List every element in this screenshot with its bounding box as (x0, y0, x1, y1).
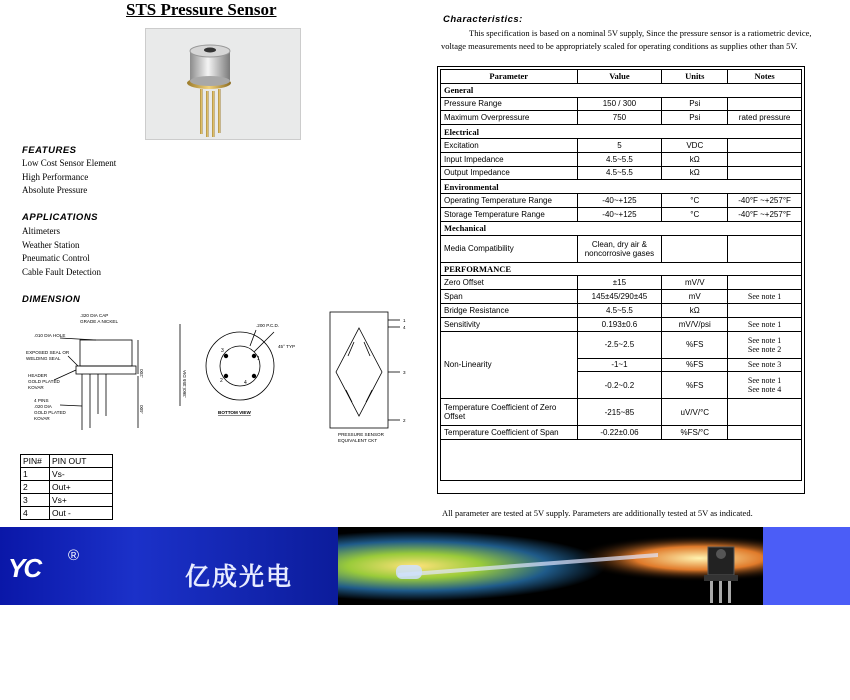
feature-item: Low Cost Sensor Element (22, 158, 117, 168)
bottom-view-caption: BOTTOM VIEW (218, 410, 251, 415)
spec-row (441, 276, 802, 290)
param-name: Operating Temperature Range (441, 194, 578, 208)
pin-number: 2 (220, 378, 223, 384)
param-value: 0.193±0.6 (577, 317, 662, 331)
param-unit: uV/V/°C (662, 399, 728, 426)
param-name: Excitation (441, 138, 578, 152)
spec-row (441, 152, 802, 166)
spec-row (441, 207, 802, 221)
param-note (728, 276, 802, 290)
application-item: Pneumatic Control (22, 253, 90, 263)
feature-item: Absolute Pressure (22, 185, 88, 195)
company-name: 亿成光电 (185, 563, 294, 591)
param-value: -0.22±0.06 (577, 426, 662, 440)
column-header: Parameter (441, 70, 578, 84)
param-unit (662, 235, 728, 262)
param-name: Media Compatibility (441, 235, 578, 262)
dim-label: .010 DIA HOLE (34, 333, 66, 338)
pin-function: Vs+ (50, 494, 113, 507)
banner-logo-panel (0, 527, 338, 605)
dim-label: 4 PINS (34, 398, 49, 403)
param-name: Span (441, 290, 578, 304)
spec-table (440, 69, 802, 481)
param-unit: Psi (662, 111, 728, 125)
spec-row (441, 290, 802, 304)
pinout-table (20, 454, 113, 520)
value-line: Clean, dry air & (591, 239, 647, 249)
note-line: See note 4 (747, 385, 782, 395)
param-note (728, 399, 802, 426)
param-value: 5 (577, 138, 662, 152)
pin-function: Out+ (50, 481, 113, 494)
param-value: 145±45/290±45 (577, 290, 662, 304)
registered-mark: ® (68, 547, 80, 564)
feature-item: High Performance (22, 171, 89, 182)
features-list (22, 157, 116, 198)
spec-row (441, 399, 802, 426)
param-note (728, 138, 802, 152)
pinout-header-row (21, 455, 113, 468)
company-logo: YC (8, 553, 41, 583)
group-row (441, 180, 802, 194)
spec-row (441, 426, 802, 440)
param-unit: °C (662, 194, 728, 208)
pin-number: 3 (21, 494, 50, 507)
param-note: See note 1 (728, 290, 802, 304)
param-unit: kΩ (662, 152, 728, 166)
param-value: -1~1 (577, 358, 662, 372)
dim-label: GOLD PLATED (28, 379, 60, 384)
spec-row (441, 303, 802, 317)
param-note (728, 303, 802, 317)
pin-number: 1 (21, 468, 50, 481)
param-note (728, 331, 802, 358)
spec-header-row (441, 70, 802, 84)
column-header: Notes (728, 70, 802, 84)
param-unit: mV/V/psi (662, 317, 728, 331)
dim-label: .400 (139, 405, 144, 414)
pinout-header: PIN OUT (50, 455, 113, 468)
group-label: PERFORMANCE (441, 262, 802, 276)
param-value: -0.2~0.2 (577, 372, 662, 399)
column-header: Units (662, 70, 728, 84)
dim-label: .020 DIA (34, 404, 52, 409)
dim-label: HEADER (28, 373, 48, 378)
param-note: See note 3 (728, 358, 802, 372)
pin-number: 1 (257, 356, 260, 362)
param-unit: Psi (662, 97, 728, 111)
param-note: -40°F ~+257°F (728, 194, 802, 208)
dimension-heading: DIMENSION (22, 294, 81, 305)
page-title: STS Pressure Sensor (126, 0, 277, 19)
param-value: 750 (577, 111, 662, 125)
dim-label: .200 P.C.D. (256, 323, 280, 328)
group-label: Environmental (441, 180, 802, 194)
param-unit: %FS (662, 331, 728, 358)
circuit-pin: 4 (403, 325, 406, 330)
spec-row (441, 138, 802, 152)
note-line: See note 2 (747, 344, 782, 354)
pinout-row (21, 468, 113, 481)
circuit-caption: EQUIVALENT CKT (338, 438, 378, 443)
dim-label: GOLD PLATED (34, 410, 66, 415)
param-name: Output Impedance (441, 166, 578, 180)
pin-function: Out - (50, 507, 113, 520)
spec-row (441, 194, 802, 208)
param-unit: kΩ (662, 303, 728, 317)
group-row (441, 221, 802, 235)
note-line: See note 1 (747, 335, 782, 345)
features-heading: FEATURES (22, 145, 77, 156)
param-name: Temperature Coefficient of Span (441, 426, 578, 440)
param-name: Sensitivity (441, 317, 578, 331)
applications-heading: APPLICATIONS (22, 212, 99, 223)
value-line: noncorrosive gases (584, 248, 655, 258)
param-value: 4.5~5.5 (577, 166, 662, 180)
group-row (441, 125, 802, 139)
circuit-caption: PRESSURE SENSOR (338, 432, 384, 437)
param-note (728, 235, 802, 262)
param-value: 4.5~5.5 (577, 303, 662, 317)
dim-label: KOVAR (28, 385, 44, 390)
banner-accent-panel (763, 527, 850, 605)
param-note: -40°F ~+257°F (728, 207, 802, 221)
param-value: -2.5~2.5 (577, 331, 662, 358)
company-banner (0, 527, 850, 605)
spec-row (441, 235, 802, 262)
group-row (441, 83, 802, 97)
dim-label: .200 (139, 369, 144, 378)
param-value: ±15 (577, 276, 662, 290)
note-line: See note 1 (747, 376, 782, 386)
param-unit: °C (662, 207, 728, 221)
column-header: Value (577, 70, 662, 84)
param-name: Bridge Resistance (441, 303, 578, 317)
pinout-row (21, 494, 113, 507)
circuit-pin: 1 (403, 318, 406, 323)
pin-function: Vs- (50, 468, 113, 481)
applications-list (22, 225, 101, 279)
param-unit: %FS (662, 372, 728, 399)
circuit-pin: 2 (403, 418, 406, 423)
footnote: All parameter are tested at 5V supply. Parameters are additionally tested at 5V as indicated. (442, 508, 753, 518)
group-row (441, 262, 802, 276)
characteristics-description: This specification is based on a nominal 5V supply, Since the pressure sensor is a ratiometric device, voltage measurements need to be appropriately scaled for operating conditions as supplies other than 5V. (441, 28, 812, 51)
param-name: Input Impedance (441, 152, 578, 166)
dim-label: WELDING SEAL (26, 356, 61, 361)
characteristics-heading: Characteristics: (443, 14, 523, 25)
dim-label: EXPOSED SEAL OR (26, 350, 70, 355)
param-value: 150 / 300 (577, 97, 662, 111)
spec-row (441, 111, 802, 125)
pin-number: 3 (221, 348, 224, 354)
param-unit: kΩ (662, 166, 728, 180)
pinout-header: PIN# (21, 455, 50, 468)
param-note (728, 426, 802, 440)
spec-table-frame (437, 66, 805, 494)
dim-label: GRADE A NICKEL (80, 319, 119, 324)
dim-label: .360/.355 DIA (182, 369, 187, 398)
circuit-pin: 3 (403, 370, 406, 375)
param-name: Temperature Coefficient of Zero Offset (441, 399, 578, 426)
pin-number: 4 (21, 507, 50, 520)
param-name: Zero Offset (441, 276, 578, 290)
spec-row-empty (441, 440, 802, 481)
pin-number: 4 (244, 380, 247, 386)
param-unit: mV/V (662, 276, 728, 290)
param-note (728, 152, 802, 166)
param-name: Maximum Overpressure (441, 111, 578, 125)
application-item: Weather Station (22, 239, 80, 250)
param-note (728, 166, 802, 180)
param-value: -40~+125 (577, 207, 662, 221)
param-note: See note 1 (728, 317, 802, 331)
pinout-row (21, 481, 113, 494)
group-label: Electrical (441, 125, 802, 139)
dim-label: .320 DIA CAP (80, 313, 109, 318)
param-value (577, 235, 662, 262)
spec-row (441, 331, 802, 358)
application-item: Cable Fault Detection (22, 266, 101, 277)
banner-photo (338, 527, 763, 605)
group-label: General (441, 83, 802, 97)
spec-row (441, 166, 802, 180)
param-unit: mV (662, 290, 728, 304)
param-unit: %FS/°C (662, 426, 728, 440)
dim-label: 45° TYP (278, 344, 296, 349)
dim-label: KOVAR (34, 416, 50, 421)
param-value: -215~85 (577, 399, 662, 426)
spec-row (441, 97, 802, 111)
param-note (728, 372, 802, 399)
sensor-photo (145, 28, 301, 140)
param-unit: %FS (662, 358, 728, 372)
param-name: Storage Temperature Range (441, 207, 578, 221)
param-name: Non-Linearity (441, 331, 578, 399)
param-value: -40~+125 (577, 194, 662, 208)
pinout-row (21, 507, 113, 520)
empty-cell (441, 440, 802, 481)
group-label: Mechanical (441, 221, 802, 235)
param-note (728, 97, 802, 111)
pin-number: 2 (21, 481, 50, 494)
param-note: rated pressure (728, 111, 802, 125)
spec-row (441, 317, 802, 331)
param-value: 4.5~5.5 (577, 152, 662, 166)
application-item: Altimeters (22, 226, 60, 236)
param-name: Pressure Range (441, 97, 578, 111)
param-unit: VDC (662, 138, 728, 152)
dimension-drawing (20, 310, 420, 450)
